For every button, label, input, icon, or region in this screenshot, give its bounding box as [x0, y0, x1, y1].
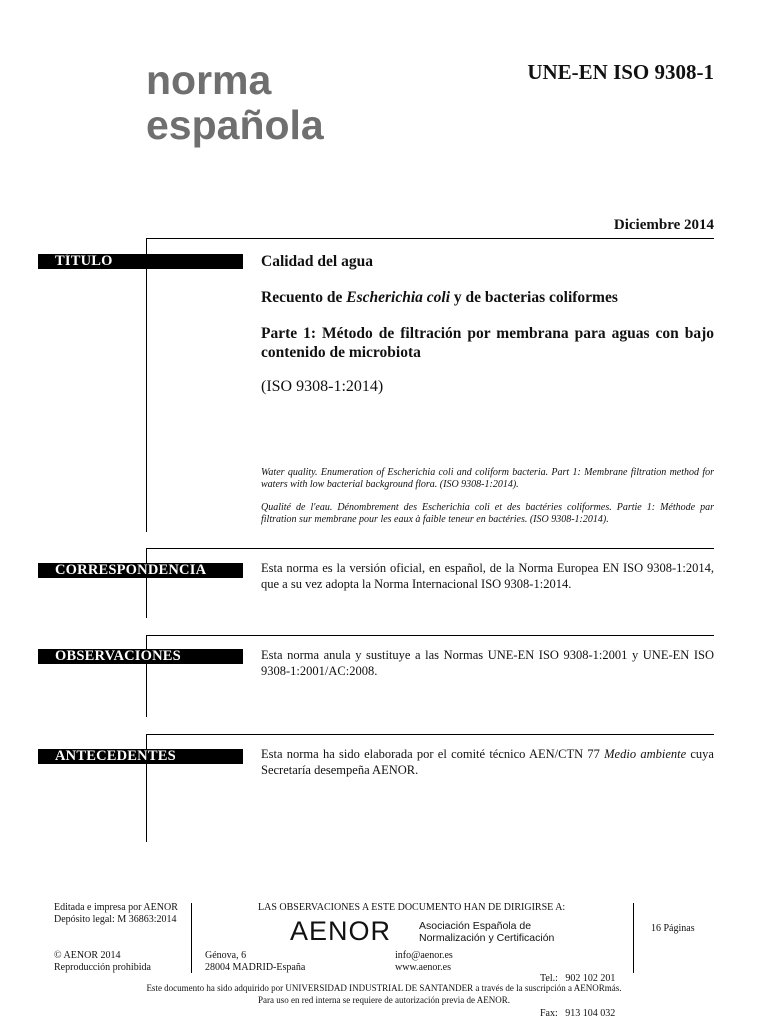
title-line-3: Parte 1: Método de filtración por membrana para aguas con bajo contenido de microbiota	[261, 325, 714, 361]
section-vertical-rule	[146, 238, 147, 532]
observaciones-text: Esta norma anula y sustituye a las Normas UNE-EN ISO 9308-1:2001 y UNE-EN ISO 9308-1:2001/AC:2008.	[261, 648, 714, 678]
title-iso-ref: (ISO 9308-1:2014)	[261, 378, 384, 395]
label-titulo: TÍTULO	[38, 254, 243, 269]
section-divider	[146, 734, 714, 735]
aenor-org-name: Asociación Española de Normalización y Certificación	[419, 920, 555, 944]
correspondencia-text: Esta norma es la versión oficial, en español, de la Norma Europea EN ISO 9308-1:2014, que a su vez adopta la Norma Internacional ISO 9308-1:2014.	[261, 561, 714, 591]
section-divider	[146, 635, 714, 636]
brand-line-1: norma	[146, 57, 272, 103]
footer-edited: Editada e impresa por AENOR	[54, 902, 178, 913]
brand-line-2: española	[146, 102, 324, 148]
footer-phone: Tel.: 902 102 201 Fax: 913 104 032	[540, 973, 616, 1019]
section-vertical-rule	[146, 548, 147, 618]
antecedentes-text: Esta norma ha sido elaborada por el comité técnico AEN/CTN 77 Medio ambiente cuya Secretaría desempeña AENOR.	[261, 747, 714, 777]
footer-edition	[54, 902, 178, 925]
reproduction-text: Reproducción prohibida	[54, 961, 151, 973]
footer-divider	[191, 903, 192, 973]
brand-title	[146, 58, 324, 148]
label-correspondencia: CORRESPONDENCIA	[38, 563, 243, 578]
footer-email[interactable]: info@aenor.es	[395, 950, 453, 961]
section-divider	[146, 238, 714, 239]
title-french: Qualité de l'eau. Dénombrement des Escherichia coli et des bactéries coliformes. Partie 1: Méthode par filtration sur membrane pour les eaux à faible teneur en bactéries. (ISO 9308-1:2014).	[261, 502, 714, 525]
footer-copyright	[54, 950, 151, 973]
publication-date: Diciembre 2014	[613, 217, 714, 233]
aenor-logo: AENOR	[290, 916, 392, 946]
footer-contact	[395, 950, 453, 973]
label-antecedentes: ANTECEDENTES	[38, 749, 243, 764]
label-observaciones: OBSERVACIONES	[38, 649, 243, 664]
footer-address: Génova, 6 28004 MADRID-España	[205, 950, 306, 973]
footer-divider	[633, 903, 634, 973]
footer-web[interactable]: www.aenor.es	[395, 961, 452, 973]
section-divider	[146, 548, 714, 549]
footer-observations-note: LAS OBSERVACIONES A ESTE DOCUMENTO HAN DE DIRIGIRSE A:	[258, 902, 566, 913]
purchase-note: Este documento ha sido adquirido por UNIVERSIDAD INDUSTRIAL DE SANTANDER a través de la suscripción a AENORmás. Para uso en red interna se requiere de autorización previa de AENOR.	[146, 983, 622, 1005]
title-line-1: Calidad del agua	[261, 253, 373, 270]
title-english: Water quality. Enumeration of Escherichia coli and coliform bacteria. Part 1: Membrane filtration method for waters with low bacterial background flora. (ISO 9308-1:2014).	[261, 467, 714, 490]
title-line-2: Recuento de Escherichia coli y de bacterias coliformes	[261, 289, 618, 306]
standard-code: UNE-EN ISO 9308-1	[527, 60, 714, 84]
footer-pages: 16 Páginas	[651, 923, 695, 934]
copyright-text: © AENOR 2014	[54, 950, 121, 961]
footer-deposit: Depósito legal: M 36863:2014	[54, 913, 177, 925]
